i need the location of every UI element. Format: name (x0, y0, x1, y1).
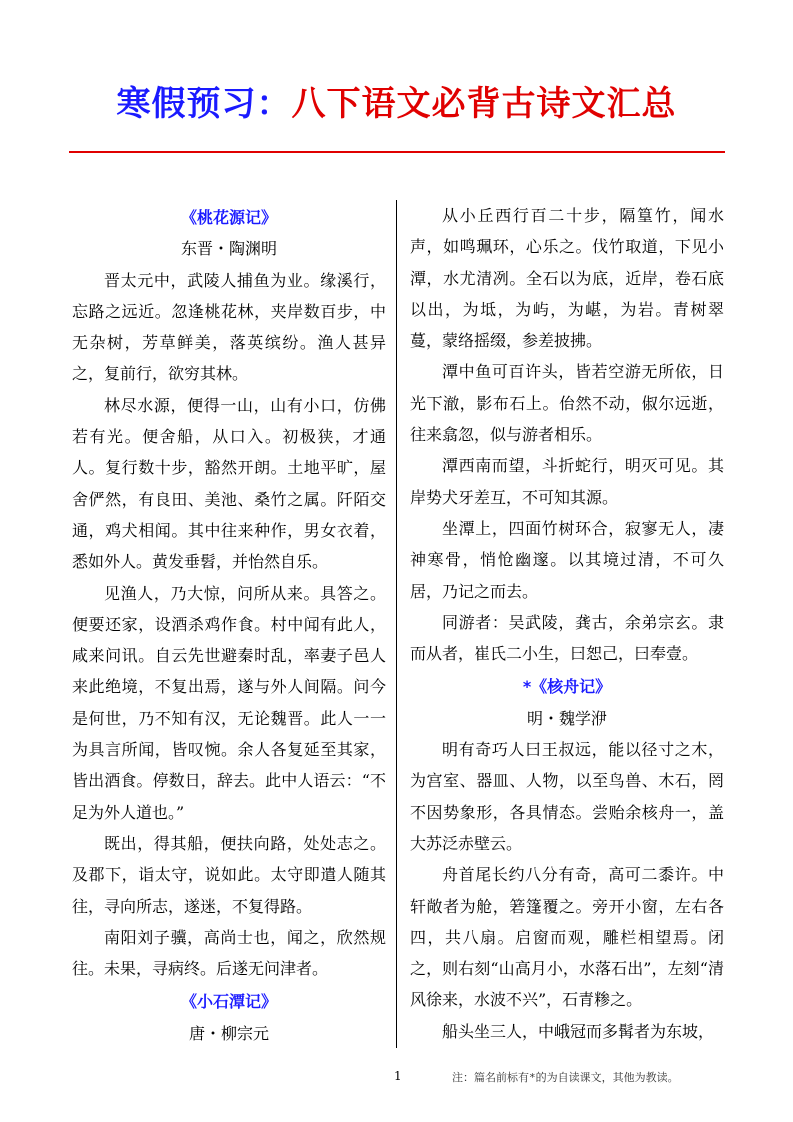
paragraph: 晋太元中，武陵人捕鱼为业。缘溪行，忘路之远近。忽逢桃花林，夹岸数百步，中无杂树，芳草鲜美，落英缤纷。渔人甚异之，复前行，欲穷其林。 (72, 270, 386, 384)
poem-author-taohuayuan: 东晋・陶渊明 (180, 239, 277, 259)
paragraph: 林尽水源，便得一山，山有小口，仿佛若有光。便舍船，从口入。初极狭，才通人。复行数十步，豁然开朗。土地平旷，屋舍俨然，有良田、美池、桑竹之属。阡陌交通，鸡犬相闻。其中往来种作，男女衣着，悉如外人。黄发垂髫，并怡然自乐。 (72, 395, 386, 572)
header-rule (69, 151, 725, 153)
paragraph: 明有奇巧人曰王叔远，能以径寸之木，为宫室、器皿、人物，以至鸟兽、木石，罔不因势象形，各具情态。尝贻余核舟一，盖大苏泛赤壁云。 (410, 740, 724, 853)
paragraph: 潭西南而望，斗折蛇行，明灭可见。其岸势犬牙差互，不可知其源。 (410, 456, 724, 507)
paragraph: 既出，得其船，便扶向路，处处志之。及郡下，诣太守，说如此。太守即遣人随其往，寻向所志，遂迷，不复得路。 (72, 833, 386, 916)
title-part-blue: 寒假预习： (116, 84, 292, 124)
left-column (72, 200, 386, 1049)
paragraph: 船头坐三人，中峨冠而多髯者为东坡， (442, 1021, 715, 1041)
title-part-red: 八下语文必背古诗文汇总 (291, 84, 677, 124)
paragraph: 同游者：吴武陵，龚古，余弟宗玄。隶而从者，崔氏二小生，曰恕己，曰奉壹。 (410, 612, 724, 664)
paragraph: 南阳刘子骥，高尚士也，闻之，欣然规往。未果，寻病终。后遂无问津者。 (72, 927, 386, 979)
page-number: 1 (394, 1069, 402, 1083)
paragraph: 坐潭上，四面竹树环合，寂寥无人，凄神寒骨，悄怆幽邃。以其境过清，不可久居，乃记之而去。 (410, 518, 724, 601)
right-column (410, 200, 724, 1047)
column-divider (396, 200, 397, 1048)
poem-title-xiaoshitan: 《小石潭记》 (180, 992, 277, 1012)
page-header (0, 82, 793, 126)
paragraph: 见渔人，乃大惊，问所从来。具答之。便要还家，设酒杀鸡作食。村中闻有此人，咸来问讯。自云先世避秦时乱，率妻子邑人来此绝境，不复出焉，遂与外人间隔。问今是何世，乃不知有汉，无论魏晋。此人一一为具言所闻，皆叹惋。余人各复延至其家，皆出酒食。停数日，辞去。此中人语云：“不足为外人道也。” (72, 583, 386, 822)
footer-note: 注：篇名前标有*的为自读课文，其他为教读。 (452, 1071, 679, 1084)
paragraph: 舟首尾长约八分有奇，高可二黍许。中轩敞者为舱，箬篷覆之。旁开小窗，左右各四，共八扇。启窗而观，雕栏相望焉。闭之，则右刻“山高月小，水落石出”，左刻“清风徐来，水波不兴”，石青糁之。 (410, 865, 724, 1010)
poem-title-taohuayuan: 《桃花源记》 (180, 208, 277, 227)
poem-title-hezhou: *《核舟记》 (522, 677, 612, 697)
page-title (0, 82, 793, 126)
poem-author-hezhou: 明・魏学洢 (526, 708, 607, 728)
poem-author-xiaoshitan: 唐・柳宗元 (188, 1023, 269, 1043)
paragraph: 从小丘西行百二十步，隔篁竹，闻水声，如鸣珮环，心乐之。伐竹取道，下见小潭，水尤清冽。全石以为底，近岸，卷石底以出，为坻，为屿，为嵁，为岩。青树翠蔓，蒙络摇缀，参差披拂。 (410, 206, 724, 351)
paragraph: 潭中鱼可百许头，皆若空游无所依，日光下澈，影布石上。佁然不动，俶尔远逝，往来翕忽，似与游者相乐。 (410, 362, 724, 445)
